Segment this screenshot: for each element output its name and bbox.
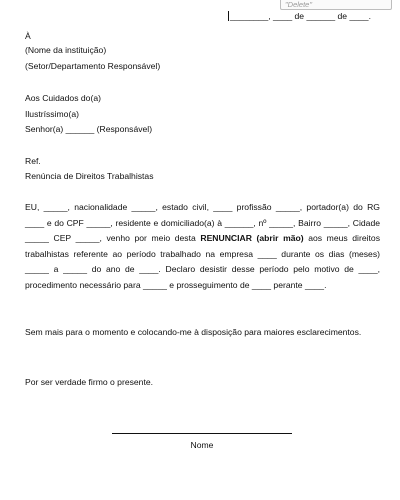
body-text-end: aos meus direitos trabalhistas referente ao período trabalhado na empresa ____ durante os dias (meses) _____ a _____ do ano de ____. Declaro desistir desse período pelo motivo de ____, procedimento necessário para _____ e prosseguimento de ____ perante ____. [25,233,380,290]
body-text-bold: RENUNCIAR (abrir mão) [200,233,304,244]
attention-responsible: Senhor(a) ______ (Responsável) [25,124,153,134]
body-text-start: EU, _____, nacionalidade _____, estado civil, ____ profissão _____, portador(a) do RG ____ e do CPF _____, residente e domiciliado(a) à ______, nº _____, Bairro _____, Cidade _____ CEP _____, venho por meio desta [25,202,380,244]
text-cursor [228,11,229,21]
signature-name-label: Nome [190,440,214,450]
recipient-to: À [25,31,31,41]
signature-line [112,433,292,434]
reference-subject: Renúncia de Direitos Trabalhistas [25,171,154,181]
date-line [228,11,371,21]
reference-label: Ref. [25,156,41,166]
attention-care-of: Aos Cuidados do(a) [25,93,101,103]
delete-label: Delete [287,0,310,9]
delete-field[interactable]: "Delete" [280,0,392,10]
closing-paragraph: Sem mais para o momento e colocando-me à disposição para maiores esclarecimentos. [25,327,362,337]
recipient-department: (Setor/Departamento Responsável) [25,61,161,71]
attention-salutation: Ilustríssimo(a) [25,109,79,119]
recipient-institution: (Nome da instituição) [25,45,107,55]
body-paragraph [25,200,380,294]
truth-statement: Por ser verdade firmo o presente. [25,377,154,387]
date-template: ________, ____ de ______ de ____. [230,11,371,21]
